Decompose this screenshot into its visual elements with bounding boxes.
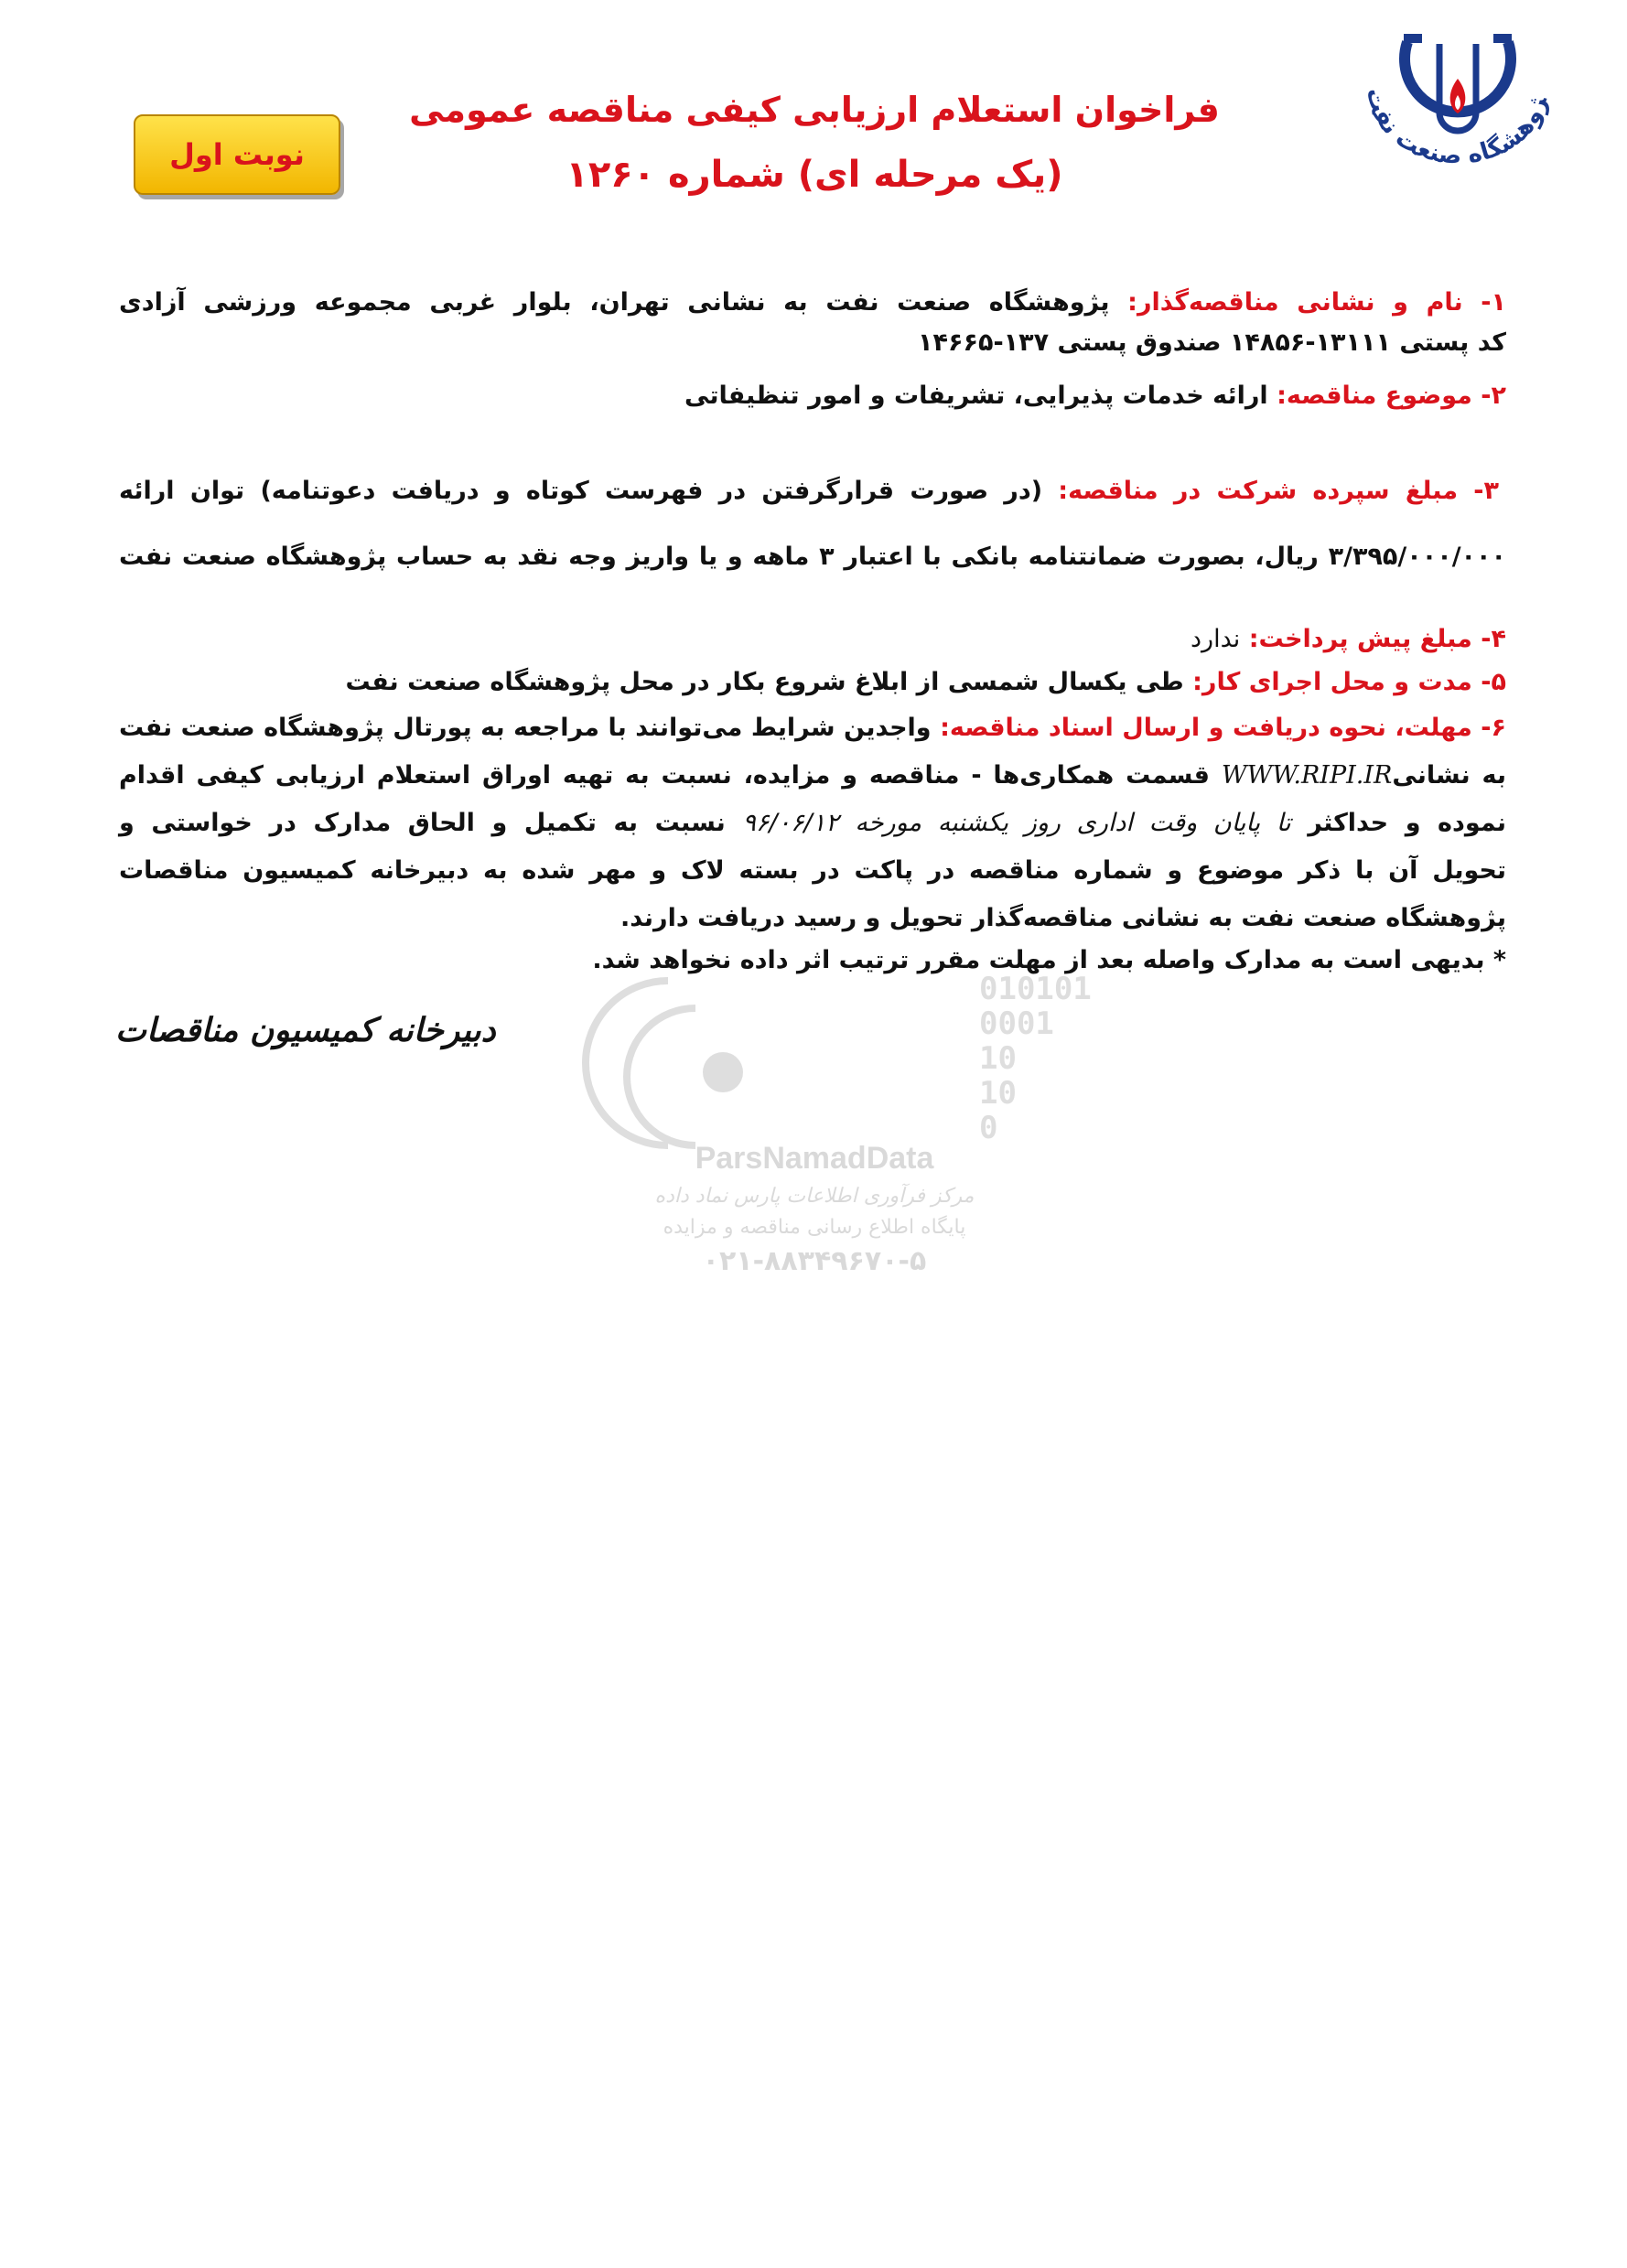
signature: دبیرخانه کمیسیون مناقصات: [115, 1012, 496, 1049]
section-6-line2-a: به نشانی: [1392, 761, 1506, 790]
institute-logo: [1343, 26, 1572, 181]
watermark-digits-1: 010101: [979, 971, 1092, 1007]
watermark-line1: مرکز فرآوری اطلاعات پارس نماد داده: [654, 1185, 975, 1208]
section-6-line4: تحویل آن با ذکر موضوع و شماره مناقصه در پاکت در بسته لاک و مهر شده به دبیرخانه کمیسیون مناقصات: [119, 856, 1506, 885]
section-5-label: ۵- مدت و محل اجرای کار:: [1192, 668, 1506, 696]
deadline-text: تا پایان وقت اداری روز یکشنبه مورخه ۹۶/۰۶/۱۲: [742, 809, 1291, 837]
watermark-digits-2: 0001: [979, 1005, 1054, 1042]
section-4: [1191, 622, 1506, 657]
section-6-line2: [119, 758, 1506, 793]
section-2: [684, 379, 1506, 414]
section-1-line2: کد پستی ۱۳۱۱۱-۱۴۸۵۶ صندوق پستی ۱۳۷-۱۴۶۶۵: [918, 328, 1506, 357]
section-6-line3-b: نسبت به تکمیل و الحاق مدارک در خواستی و: [119, 809, 726, 837]
svg-text:پژوهشگاه صنعت نفت: [1343, 26, 1553, 170]
section-2-text: ارائه خدمات پذیرایی، تشریفات و امور تنظیفاتی: [684, 382, 1268, 410]
edition-badge: نوبت اول: [134, 114, 340, 195]
section-3: [119, 474, 1499, 509]
section-3-text: (در صورت قرارگرفتن در فهرست کوتاه و دریافت دعوتنامه) توان ارائه: [119, 477, 1043, 505]
watermark-phone: ۰۲۱-۸۸۳۴۹۶۷۰-۵: [702, 1245, 927, 1277]
deadline-note: * بدیهی است به مدارک واصله بعد از مهلت مقرر ترتیب اثر داده نخواهد شد.: [592, 946, 1506, 974]
section-1-label: ۱- نام و نشانی مناقصه‌گذار:: [1127, 288, 1506, 317]
watermark-logo: [631, 962, 1092, 1292]
page-title: فراخوان استعلام ارزیابی کیفی مناقصه عمومی: [409, 90, 1220, 130]
section-6: [119, 711, 1506, 746]
portal-url: WWW.RIPI.IR: [1221, 761, 1393, 790]
section-6-line2-b: قسمت همکاری‌ها - مناقصه و مزایده، نسبت به تهیه اوراق استعلام ارزیابی کیفی اقدام: [119, 761, 1210, 790]
section-1-text: پژوهشگاه صنعت نفت به نشانی تهران، بلوار غربی مجموعه ورزشی آزادی: [119, 288, 1110, 317]
section-6-line5: پژوهشگاه صنعت نفت به نشانی مناقصه‌گذار تحویل و رسید دریافت دارند.: [620, 904, 1506, 932]
watermark-line2: پایگاه اطلاع رسانی مناقصه و مزایده: [663, 1216, 966, 1239]
section-6-text: واجدین شرایط می‌توانند با مراجعه به پورتال پژوهشگاه صنعت نفت: [119, 714, 932, 742]
page-subtitle: (یک مرحله ای) شماره ۱۲۶۰: [566, 154, 1063, 196]
section-5: [346, 665, 1506, 700]
watermark-digits-4: 10: [979, 1075, 1017, 1112]
section-2-label: ۲- موضوع مناقصه:: [1277, 382, 1506, 410]
watermark-digits-3: 10: [979, 1040, 1017, 1077]
logo-text: ژوهشگاه صنعت نفت: [1360, 85, 1554, 170]
section-1: [119, 285, 1506, 320]
section-3-label: ۳- مبلغ سپرده شرکت در مناقصه:: [1058, 477, 1499, 505]
section-5-text: طی یکسال شمسی از ابلاغ شروع بکار در محل پژوهشگاه صنعت نفت: [345, 668, 1184, 696]
section-3-line2: ۳/۳۹۵/۰۰۰/۰۰۰ ریال، بصورت ضمانتنامه بانکی با اعتبار ۳ ماهه و یا واریز وجه نقد به حساب پژوهشگاه صنعت نفت: [119, 543, 1506, 571]
section-4-text: ندارد: [1191, 625, 1241, 653]
section-4-label: ۴- مبلغ پیش پرداخت:: [1248, 625, 1506, 653]
watermark-brand: ParsNamadData: [695, 1141, 934, 1176]
section-6-line3: [119, 806, 1506, 841]
section-6-label: ۶- مهلت، نحوه دریافت و ارسال اسناد مناقصه:: [940, 714, 1506, 742]
watermark-digits-5: 0: [979, 1110, 998, 1146]
section-6-line3-a: نموده و حداکثر: [1308, 809, 1507, 837]
